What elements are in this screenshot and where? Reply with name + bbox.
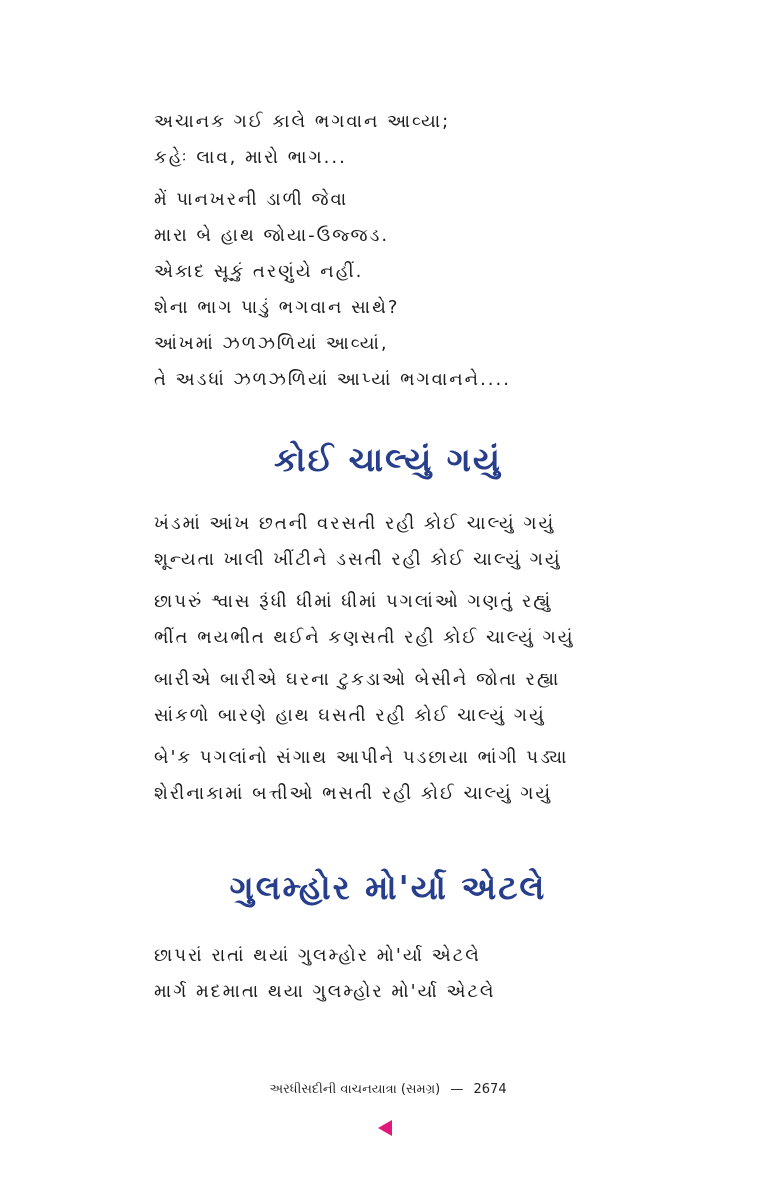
poem-line: એકાદ સૂકું તરણુંયે નહીં. bbox=[154, 261, 364, 282]
poem2-title: કોઈ ચાલ્યું ગયું bbox=[274, 440, 502, 479]
previous-page-arrow-icon[interactable] bbox=[378, 1120, 392, 1136]
poem-line: મેં પાનખરની ડાળી જેવા bbox=[154, 189, 349, 210]
poem-line: શૂન્યતા ખાલી ખીંટીને ડસતી રહી કોઈ ચાલ્યું ગયું bbox=[154, 549, 562, 570]
poem-line: માર્ગ મદમાતા થયા ગુલમ્હોર મો'ર્યા એટલે bbox=[154, 981, 496, 1002]
poem1-stanza1 bbox=[154, 104, 450, 176]
poem3-title: ગુલમ્હોર મો'ર્યા એટલે bbox=[229, 868, 547, 907]
book-title: અરધીસદીની વાચનયાત્રા (સમગ્ર) bbox=[269, 1082, 441, 1097]
poem-line: મારા બે હાથ જોયા-ઉજ્જડ. bbox=[154, 225, 390, 246]
page-footer bbox=[0, 1082, 776, 1097]
poem2-stanza2 bbox=[154, 584, 574, 656]
poem2-stanza3 bbox=[154, 662, 560, 734]
poem-line: તે અડધાં ઝળઝળિયાં આપ્યાં ભગવાનને.... bbox=[154, 369, 511, 390]
poem-line: ખંડમાં આંખ છતની વરસતી રહી કોઈ ચાલ્યું ગયું bbox=[154, 513, 556, 534]
poem1-stanza2 bbox=[154, 182, 511, 398]
poem-line: શેરીનાકામાં બત્તીઓ ભસતી રહી કોઈ ચાલ્યું ગયું bbox=[154, 783, 553, 804]
poem-line: કહેઃ લાવ, મારો ભાગ... bbox=[154, 147, 347, 168]
poem3-stanza1 bbox=[154, 938, 496, 1010]
poem-line: બે'ક પગલાંનો સંગાથ આપીને પડછાયા ભાંગી પડ્યા bbox=[154, 747, 569, 768]
poem-line: અચાનક ગઈ કાલે ભગવાન આવ્યા; bbox=[154, 111, 451, 132]
page-number: 2674 bbox=[473, 1082, 507, 1097]
poem-line: બારીએ બારીએ ઘરના ટુકડાઓ બેસીને જોતા રહ્યા bbox=[154, 669, 561, 690]
poem2-stanza1 bbox=[154, 506, 562, 578]
poem-line: શેના ભાગ પાડું ભગવાન સાથે? bbox=[154, 297, 400, 318]
poem-line: આંખમાં ઝળઝળિયાં આવ્યાં, bbox=[154, 333, 389, 354]
poem2-stanza4 bbox=[154, 740, 568, 812]
footer-separator: — bbox=[450, 1082, 464, 1097]
poem-line: સાંકળો બારણે હાથ ઘસતી રહી કોઈ ચાલ્યું ગયું bbox=[154, 705, 546, 726]
poem-line: ભીંત ભયભીત થઈને કણસતી રહી કોઈ ચાલ્યું ગયું bbox=[154, 627, 575, 648]
poem-line: છાપરાં રાતાં થયાં ગુલમ્હોર મો'ર્યા એટલે bbox=[154, 945, 481, 966]
poem-line: છાપરું શ્વાસ રૂંધી ધીમાં ધીમાં પગલાંઓ ગણતું રહ્યું bbox=[154, 591, 553, 612]
